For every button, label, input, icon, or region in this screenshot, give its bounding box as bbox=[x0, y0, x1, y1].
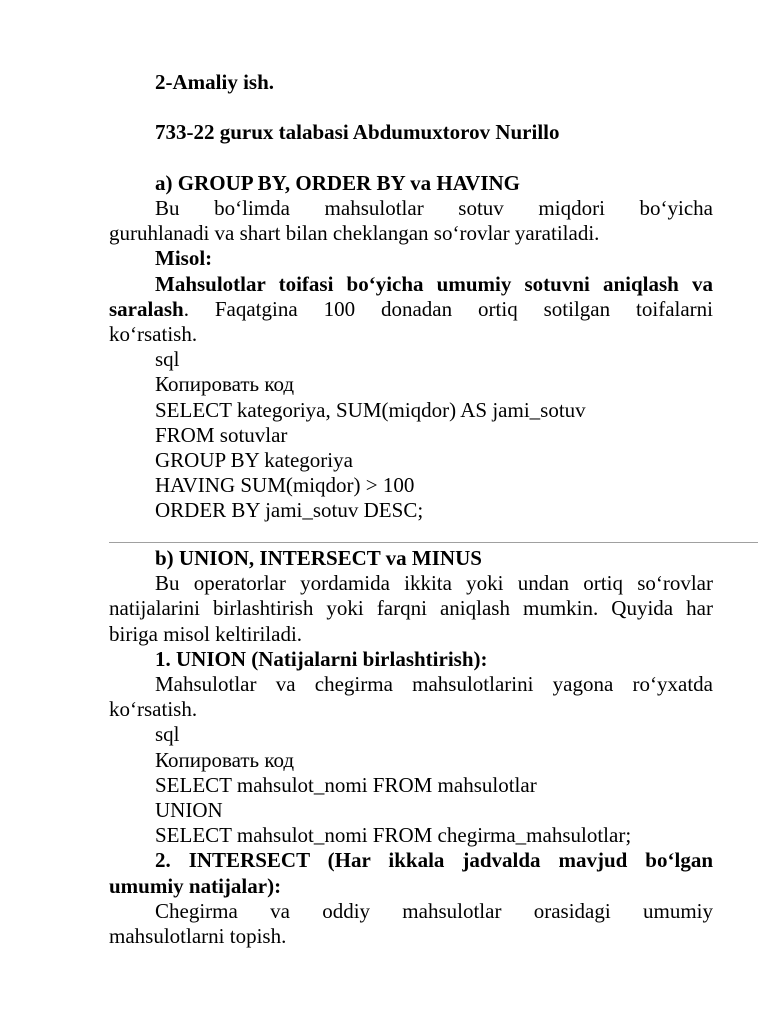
union-desc-line-1: Mahsulotlar va chegirma mahsulotlarini yagona ro‘yxatda bbox=[155, 672, 713, 697]
intersect-desc-line-2: mahsulotlarni topish. bbox=[109, 924, 287, 949]
code-block-a bbox=[109, 398, 713, 524]
code-line: SELECT kategoriya, SUM(miqdor) AS jami_sotuv bbox=[155, 397, 586, 422]
section-b-intro-line-3: biriga misol keltiriladi. bbox=[109, 621, 303, 646]
task-line-2 bbox=[109, 297, 713, 322]
code-line: FROM sotuvlar bbox=[155, 422, 288, 447]
intersect-heading-line-1: 2. INTERSECT (Har ikkala jadvalda mavjud bo‘lgan bbox=[155, 848, 713, 873]
section-a-intro-line-1: Bu bo‘limda mahsulotlar sotuv miqdori bo‘yicha bbox=[155, 195, 713, 220]
task-bold-word: saralash bbox=[109, 296, 184, 321]
code-line: SELECT mahsulot_nomi FROM mahsulotlar bbox=[155, 772, 537, 797]
task-rest: . Faqatgina 100 donadan ortiq sotilgan toifalarni bbox=[183, 296, 713, 321]
document-title: 2-Amaliy ish. bbox=[155, 70, 275, 94]
section-a bbox=[109, 70, 713, 524]
section-a-heading: a) GROUP BY, ORDER BY va HAVING bbox=[155, 170, 521, 195]
section-a-intro-line-2: guruhlanadi va shart bilan cheklangan so‘rovlar yaratiladi. bbox=[109, 221, 600, 246]
code-line: HAVING SUM(miqdor) > 100 bbox=[155, 473, 415, 498]
union-heading: 1. UNION (Natijalarni birlashtirish): bbox=[155, 646, 488, 671]
code-line: UNION bbox=[155, 798, 223, 823]
intersect-heading-line-2: umumiy natijalar): bbox=[109, 873, 282, 898]
horizontal-divider bbox=[109, 542, 758, 543]
section-b-heading: b) UNION, INTERSECT va MINUS bbox=[155, 546, 482, 570]
task-line-3: ko‘rsatish. bbox=[109, 322, 198, 346]
union-desc-line-2: ko‘rsatish. bbox=[109, 697, 198, 722]
copy-code-button[interactable]: Копировать код bbox=[155, 372, 295, 397]
section-b-intro-line-2: natijalarini birlashtirish yoki farqni aniqlash mumkin. Quyida har bbox=[109, 596, 713, 621]
code-language-label: sql bbox=[155, 347, 180, 372]
code-line: GROUP BY kategoriya bbox=[155, 448, 353, 473]
code-line: SELECT mahsulot_nomi FROM chegirma_mahsulotlar; bbox=[155, 823, 632, 848]
spacer bbox=[109, 146, 713, 171]
spacer bbox=[109, 95, 713, 120]
intersect-desc-line-1: Chegirma va oddiy mahsulotlar orasidagi umumiy bbox=[155, 898, 713, 923]
copy-code-button[interactable]: Копировать код bbox=[155, 747, 295, 772]
code-language-label: sql bbox=[155, 722, 180, 747]
section-b-intro-line-1: Bu operatorlar yordamida ikkita yoki undan ortiq so‘rovlar bbox=[155, 571, 713, 596]
code-block-b bbox=[109, 773, 713, 849]
student-info: 733-22 gurux talabasi Abdumuxtorov Nurillo bbox=[155, 120, 560, 145]
section-b bbox=[109, 546, 713, 949]
code-line: ORDER BY jami_sotuv DESC; bbox=[155, 498, 424, 523]
task-line-1: Mahsulotlar toifasi bo‘yicha umumiy sotuvni aniqlash va bbox=[155, 271, 713, 296]
example-label: Misol: bbox=[155, 246, 213, 271]
